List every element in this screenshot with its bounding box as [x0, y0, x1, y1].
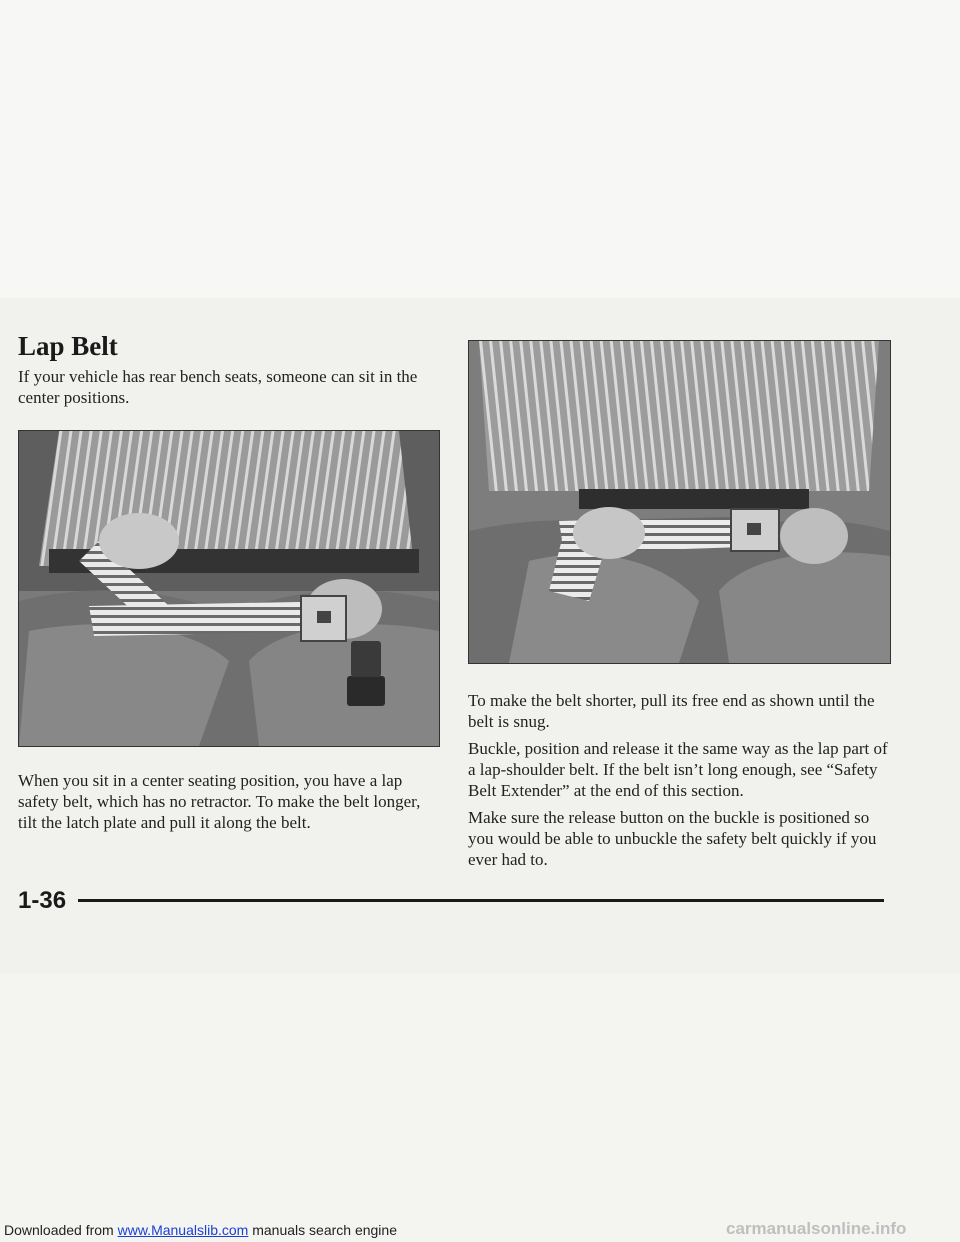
top-margin	[0, 0, 960, 298]
download-suffix: manuals search engine	[248, 1222, 397, 1238]
left-caption: When you sit in a center seating position, you have a lap safety belt, which has no retractor. To make the belt longer, tilt the latch plate and pull it along the belt.	[18, 771, 421, 832]
lap-belt-photo-right	[468, 340, 891, 664]
page-number: 1-36	[18, 887, 67, 914]
footer-rule	[78, 899, 884, 902]
download-credit	[4, 1222, 397, 1238]
manualslib-link[interactable]: www.Manualslib.com	[117, 1222, 249, 1238]
download-prefix: Downloaded from	[4, 1222, 118, 1238]
lap-belt-photo-left	[18, 430, 440, 747]
right-paragraph-1: To make the belt shorter, pull its free end as shown until the belt is snug.	[468, 691, 875, 731]
watermark-text: carmanualsonline.info	[726, 1219, 907, 1238]
intro-paragraph: If your vehicle has rear bench seats, someone can sit in the center positions.	[18, 367, 418, 407]
page-title: Lap Belt	[18, 331, 118, 361]
right-paragraph-2: Buckle, position and release it the same way as the lap part of a lap-shoulder belt. If the belt isn’t long enough, see “Safety Belt Extender” at the end of this section.	[468, 739, 888, 800]
right-paragraph-3: Make sure the release button on the buckle is positioned so you would be able to unbuckle the safety belt quickly if you ever had to.	[468, 808, 877, 869]
